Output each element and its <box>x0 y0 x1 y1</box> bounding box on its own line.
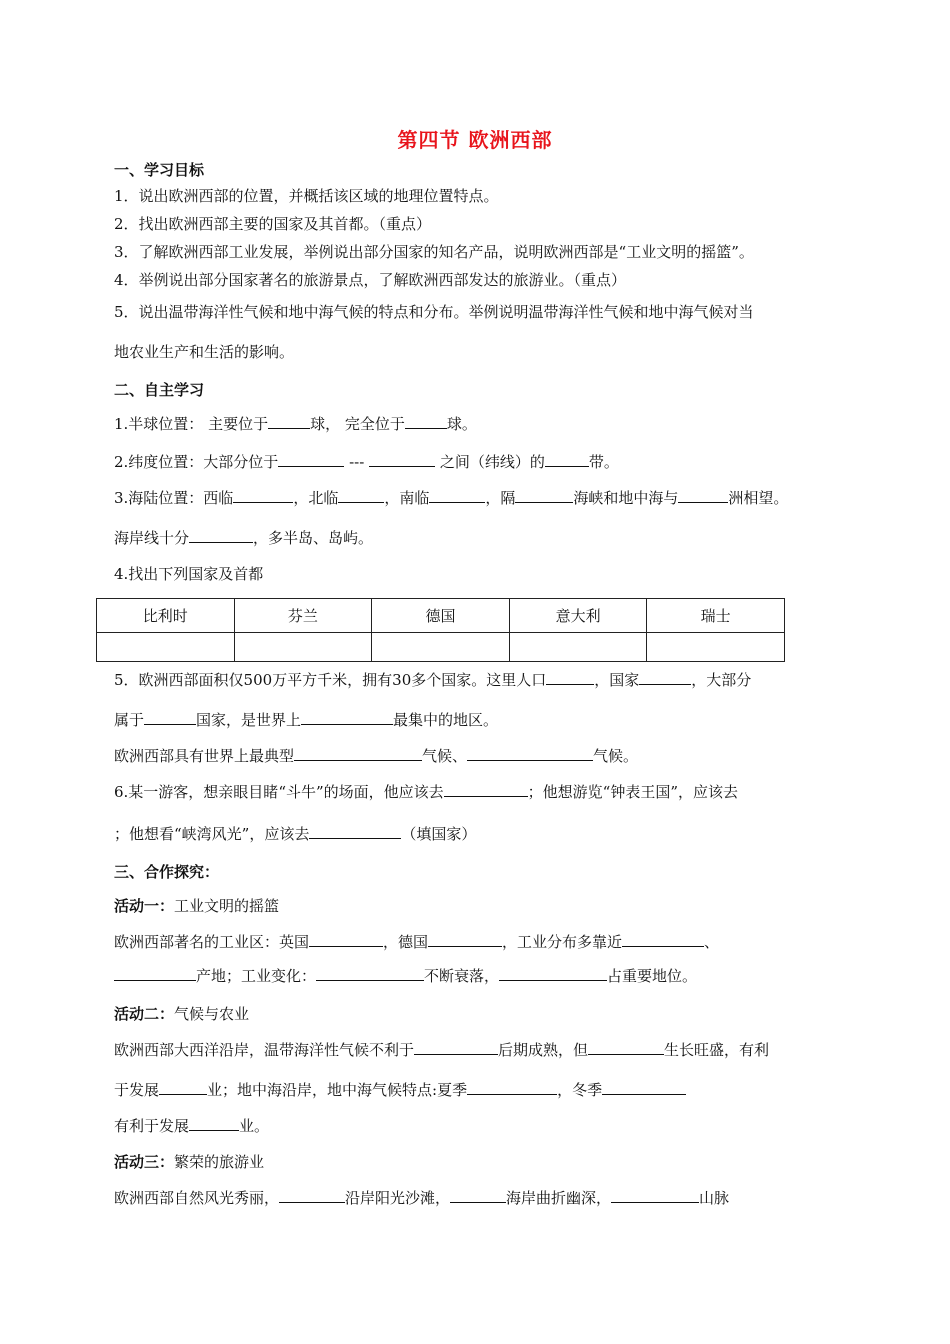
answer-blank[interactable] <box>450 1188 506 1203</box>
activity-three-line: 欧洲西部自然风光秀丽， 沿岸阳光沙滩， 海岸曲折幽深， 山脉 <box>114 1189 730 1207</box>
answer-blank[interactable] <box>268 414 310 429</box>
question-population: 5．欧洲西部面积仅500万平方千米，拥有30多个国家。这里人口 ，国家 ，大部分 <box>114 671 752 689</box>
answer-blank[interactable] <box>309 932 383 947</box>
activity-one-line: 欧洲西部著名的工业区：英国 ，德国 ，工业分布多靠近 、 <box>114 933 720 951</box>
capital-input-cell[interactable] <box>647 633 785 662</box>
answer-blank[interactable] <box>467 746 593 761</box>
question-coastline: 海岸线十分 ，多半岛、岛屿。 <box>114 529 374 547</box>
activity-one-line: 产地；工业变化： 不断衰落， 占重要地位。 <box>114 966 697 986</box>
answer-blank[interactable] <box>189 528 253 543</box>
table-row <box>97 599 785 633</box>
question-tourist-cont: ；他想看“峡湾风光”，应该去 （填国家） <box>114 825 477 843</box>
capital-input-cell[interactable] <box>509 633 647 662</box>
answer-blank[interactable] <box>639 670 691 685</box>
activity-two-line: 于发展 业；地中海沿岸，地中海气候特点:夏季 ，冬季 <box>114 1080 686 1100</box>
objective-item: 5．说出温带海洋性气候和地中海气候的特点和分布。举例说明温带海洋性气候和地中海气候对当 <box>114 303 754 321</box>
objective-item: 4．举例说出部分国家著名的旅游景点，了解欧洲西部发达的旅游业。（重点） <box>114 271 627 289</box>
answer-blank[interactable] <box>429 488 485 503</box>
table-cell: 芬兰 <box>234 599 372 633</box>
answer-blank[interactable] <box>545 452 589 467</box>
objective-item: 3．了解欧洲西部工业发展，举例说出部分国家的知名产品，说明欧洲西部是“工业文明的摇篮”。 <box>114 243 754 261</box>
question-latitude: 2.纬度位置：大部分位于 --- 之间（纬线）的 带。 <box>114 453 619 471</box>
answer-blank[interactable] <box>279 1188 345 1203</box>
activity-two-title: 活动二：气候与农业 <box>114 1005 250 1023</box>
answer-blank[interactable] <box>144 710 196 725</box>
section-heading-self-study: 二、自主学习 <box>114 381 205 399</box>
section-heading-cooperative: 三、合作探究： <box>114 863 220 881</box>
activity-two-line: 欧洲西部大西洋沿岸，温带海洋性气候不利于 后期成熟，但 生长旺盛，有利 <box>114 1041 770 1059</box>
page-title: 第四节 欧洲西部 <box>397 128 553 152</box>
country-capital-table <box>96 598 785 662</box>
answer-blank[interactable] <box>233 488 293 503</box>
table-cell: 意大利 <box>509 599 647 633</box>
question-hemisphere: 1.半球位置： 主要位于 球， 完全位于 球。 <box>114 415 477 433</box>
answer-blank[interactable] <box>588 1040 664 1055</box>
table-cell: 比利时 <box>97 599 235 633</box>
activity-two-line: 有利于发展 业。 <box>114 1117 270 1135</box>
answer-blank[interactable] <box>414 1040 498 1055</box>
answer-blank[interactable] <box>189 1116 239 1131</box>
question-development: 属于 国家，是世界上 最集中的地区。 <box>114 711 499 729</box>
question-climate: 欧洲西部具有世界上最典型 气候、 气候。 <box>114 747 639 765</box>
question-countries: 4.找出下列国家及首都 <box>114 565 264 583</box>
answer-blank[interactable] <box>499 966 607 981</box>
answer-blank[interactable] <box>444 782 528 797</box>
capital-input-cell[interactable] <box>97 633 235 662</box>
section-heading-objectives: 一、学习目标 <box>114 161 205 179</box>
answer-blank[interactable] <box>602 1080 686 1095</box>
answer-blank[interactable] <box>611 1188 699 1203</box>
table-cell: 瑞士 <box>647 599 785 633</box>
answer-blank[interactable] <box>405 414 447 429</box>
answer-blank[interactable] <box>338 488 384 503</box>
answer-blank[interactable] <box>114 966 196 981</box>
objective-item: 1．说出欧洲西部的位置，并概括该区域的地理位置特点。 <box>114 187 499 205</box>
answer-blank[interactable] <box>294 746 422 761</box>
answer-blank[interactable] <box>309 824 401 839</box>
answer-blank[interactable] <box>428 932 502 947</box>
answer-blank[interactable] <box>316 966 424 981</box>
capital-input-cell[interactable] <box>372 633 510 662</box>
answer-blank[interactable] <box>159 1080 207 1095</box>
answer-blank[interactable] <box>515 488 573 503</box>
answer-blank[interactable] <box>678 488 728 503</box>
objective-item: 2．找出欧洲西部主要的国家及其首都。（重点） <box>114 215 432 233</box>
question-tourist: 6.某一游客，想亲眼目睹“斗牛”的场面，他应该去 ；他想游览“钟表王国”，应该去 <box>114 783 738 801</box>
question-land-sea: 3.海陆位置：西临 ，北临 ，南临 ，隔 海峡和地中海与 洲相望。 <box>114 489 789 507</box>
answer-blank[interactable] <box>467 1080 557 1095</box>
table-row <box>97 633 785 662</box>
answer-blank[interactable] <box>546 670 594 685</box>
objective-item: 地农业生产和生活的影响。 <box>114 343 295 361</box>
answer-blank[interactable] <box>301 710 393 725</box>
answer-blank[interactable] <box>278 452 344 467</box>
answer-blank[interactable] <box>369 452 435 467</box>
capital-input-cell[interactable] <box>234 633 372 662</box>
answer-blank[interactable] <box>622 932 704 947</box>
activity-one-title: 活动一：工业文明的摇篮 <box>114 897 280 915</box>
table-cell: 德国 <box>372 599 510 633</box>
activity-three-title: 活动三：繁荣的旅游业 <box>114 1153 265 1171</box>
